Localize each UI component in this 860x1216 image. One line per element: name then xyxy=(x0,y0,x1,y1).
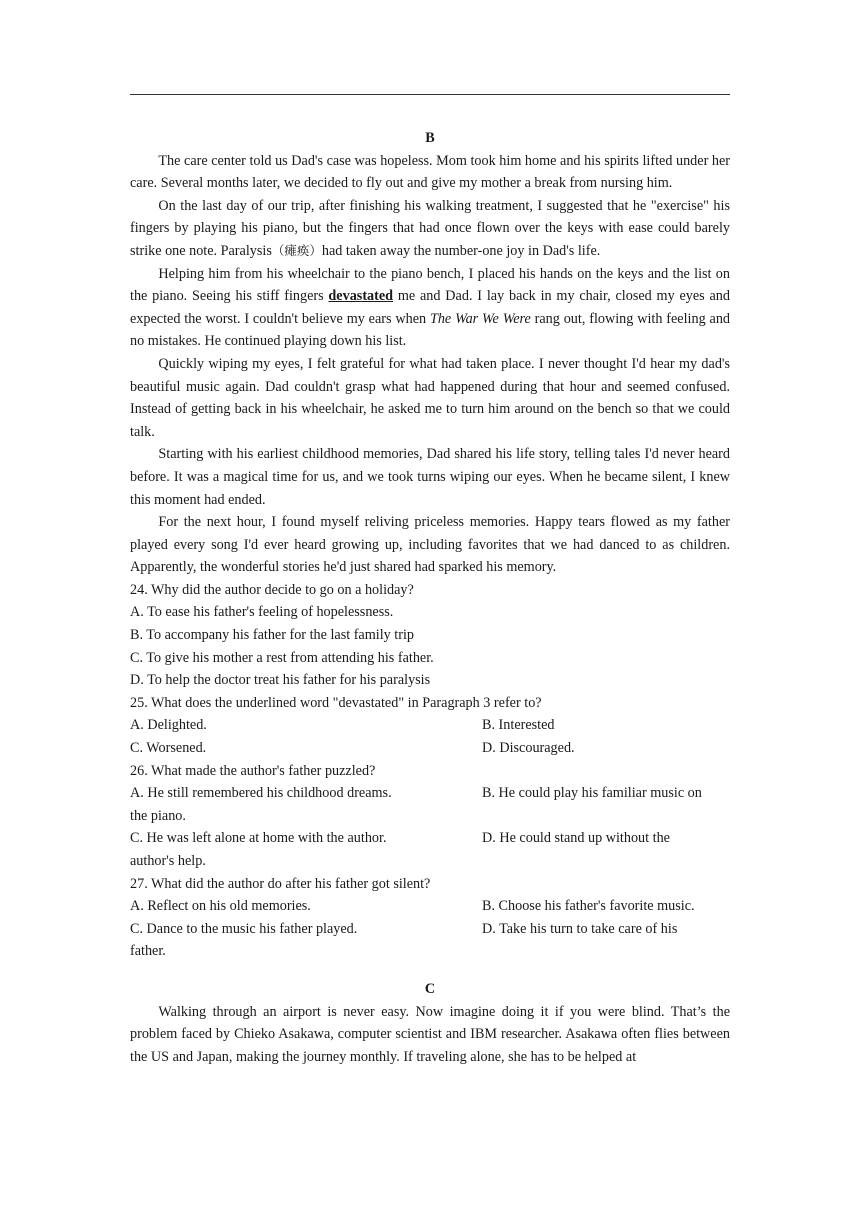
underlined-word-devastated: devastated xyxy=(328,288,394,305)
question-26-option-d-continuation: author's help. xyxy=(130,853,206,869)
question-26-option-b[interactable]: B. He could play his familiar music on xyxy=(482,785,702,802)
passage-b-paragraph-6: For the next hour, I found myself reliving priceless memories. Happy tears flowed as my father played every song I'd ever heard growing up, including favorites that we had danced to as children. Apparently, the wonderful stories he'd just shared had sparked his memory. xyxy=(130,514,730,576)
question-24-option-b[interactable]: B. To accompany his father for the last family trip xyxy=(130,627,414,644)
passage-b-paragraph-2 xyxy=(130,195,730,263)
question-27-stem: 27. What did the author do after his father got silent? xyxy=(130,875,431,892)
question-27-options-row-2 xyxy=(130,918,730,941)
question-25-option-d[interactable]: D. Discouraged. xyxy=(482,740,575,757)
song-title: The War We Were xyxy=(429,310,531,327)
question-24-option-a[interactable]: A. To ease his father's feeling of hopelessness. xyxy=(130,604,394,621)
question-24-option-d[interactable]: D. To help the doctor treat his father for his paralysis xyxy=(130,672,431,689)
question-25-options-row-1 xyxy=(130,714,730,737)
question-26-option-b-continuation: the piano. xyxy=(130,807,186,824)
question-26-option-a[interactable]: A. He still remembered his childhood dreams. xyxy=(130,785,392,802)
section-spacer xyxy=(130,963,730,978)
question-27-option-d[interactable]: D. Take his turn to take care of his xyxy=(482,920,678,937)
question-25-stem: 25. What does the underlined word "devastated" in Paragraph 3 refer to? xyxy=(130,694,542,711)
question-27-option-d-continuation: father. xyxy=(130,943,166,960)
passage-c-paragraph-1: Walking through an airport is never easy. Now imagine doing it if you were blind. That’s the problem faced by Chieko Asakawa, computer scientist and IBM researcher. Asakawa often flies between the US and Japan, making the journey monthly. If traveling alone, she has to be helped at xyxy=(130,1003,730,1065)
question-27-option-c[interactable]: C. Dance to the music his father played. xyxy=(130,920,358,937)
paragraph-3-text-a: Helping him from his wheelchair to the piano bench, I placed his hands on the keys and the list on the piano. Seeing his stiff fingers xyxy=(130,265,730,305)
question-24-stem: 24. Why did the author decide to go on a holiday? xyxy=(130,581,414,598)
passage-b-paragraph-1: The care center told us Dad's case was hopeless. Mom took him home and his spirits lifted under her care. Several months later, we decided to fly out and give my mother a break from nursing him. xyxy=(130,152,730,192)
question-25-option-a[interactable]: A. Delighted. xyxy=(130,717,207,734)
document-page xyxy=(130,127,730,1068)
passage-b-paragraph-4: Quickly wiping my eyes, I felt grateful for what had taken place. I never thought I'd hear my dad's beautiful music again. Dad couldn't grasp what had happened during that hour and seemed confused. Instead of getting back in his wheelchair, he asked me to turn him around on the bench so that we could talk. xyxy=(130,355,730,440)
question-25-option-b[interactable]: B. Interested xyxy=(482,717,555,734)
paragraph-2-chinese-gloss: （瘫痪） xyxy=(271,242,322,258)
question-26-options-row-1 xyxy=(130,782,730,805)
passage-b-paragraph-5: Starting with his earliest childhood memories, Dad shared his life story, telling tales I'd never heard before. It was a magical time for us, and we took turns wiping our eyes. When he became silent, I knew this moment had ended. xyxy=(130,446,730,508)
passage-b-paragraph-3 xyxy=(130,263,730,353)
question-24-option-c[interactable]: C. To give his mother a rest from attending his father. xyxy=(130,649,434,666)
section-c-heading: C xyxy=(424,980,436,997)
paragraph-3-text-b: me and Dad. I lay back in my chair, closed my eyes and expected the worst. I couldn't believe my ears when xyxy=(130,288,730,327)
question-25-option-c[interactable]: C. Worsened. xyxy=(130,740,207,757)
question-26-option-d[interactable]: D. He could stand up without the xyxy=(482,830,670,847)
question-25-options-row-2 xyxy=(130,737,730,760)
paragraph-3-text-c: rang out, flowing with feeling and no mistakes. He continued playing down his list. xyxy=(130,310,731,350)
question-27-options-row-1 xyxy=(130,895,730,918)
question-27-option-b[interactable]: B. Choose his father's favorite music. xyxy=(482,898,695,915)
paragraph-2-text-b: had taken away the number-one joy in Dad's life. xyxy=(321,242,601,259)
question-27-option-a[interactable]: A. Reflect on his old memories. xyxy=(130,898,311,915)
header-rule xyxy=(130,94,730,95)
paragraph-2-text-a: On the last day of our trip, after finishing his walking treatment, I suggested that he "exercise" his fingers by playing his piano, but the fingers that had once flown over the keys with ease could barely strike one note. Paralysis xyxy=(130,197,730,259)
section-b-heading: B xyxy=(425,130,435,146)
question-26-option-c[interactable]: C. He was left alone at home with the author. xyxy=(130,830,387,847)
question-26-options-row-2 xyxy=(130,827,730,850)
question-26-stem: 26. What made the author's father puzzled? xyxy=(130,762,376,779)
